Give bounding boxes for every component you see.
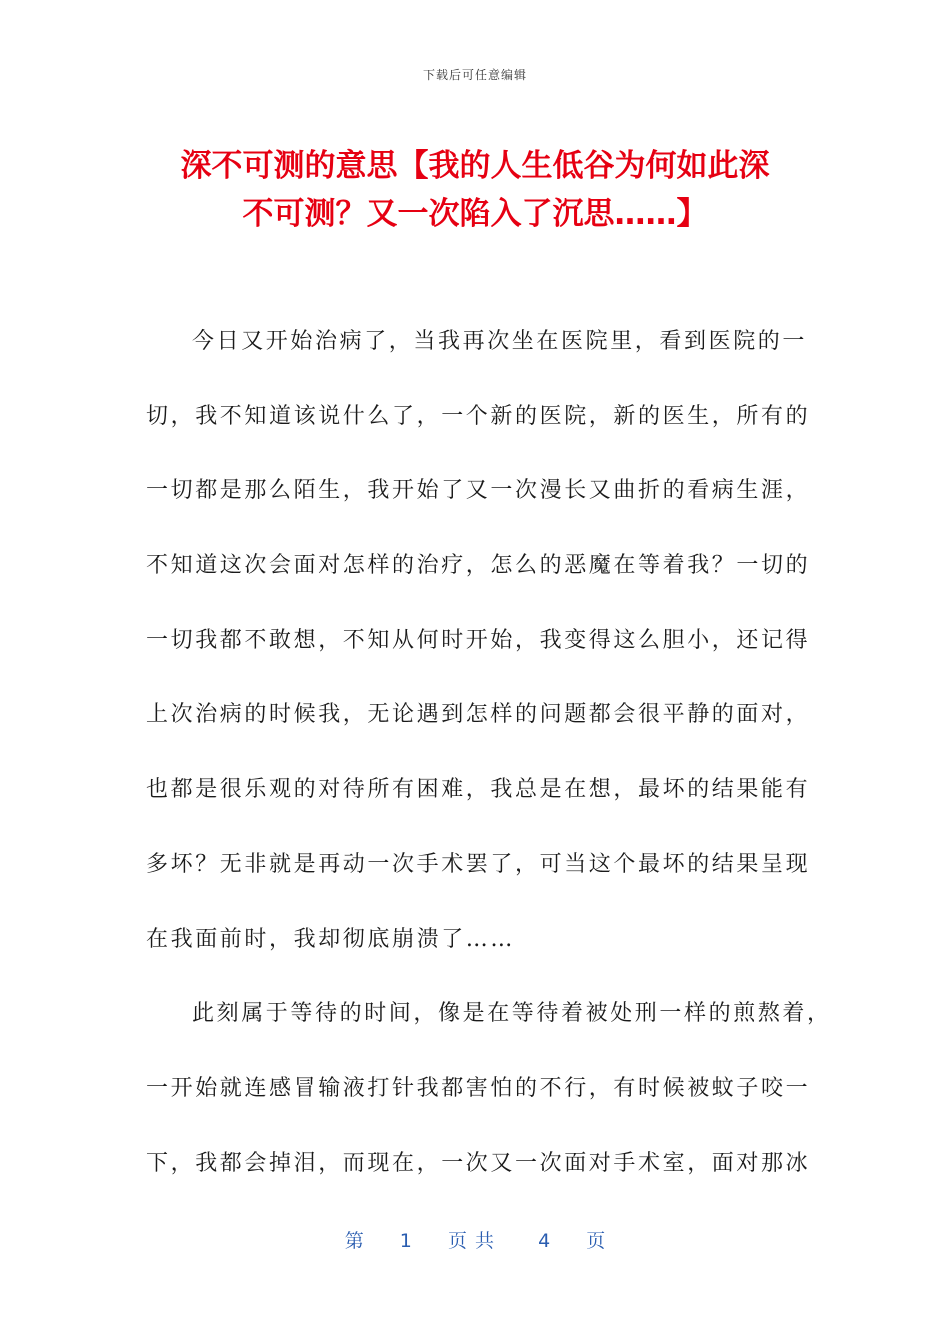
- body-line: 也都是很乐观的对待所有困难，我总是在想，最坏的结果能有: [146, 777, 811, 803]
- body-line: 在我面前时，我却彻底崩溃了……: [146, 926, 516, 952]
- title-line-2: 不可测？又一次陷入了沉思……】: [242, 196, 708, 232]
- body-line: 上次治病的时候我，无论遇到怎样的问题都会很平静的面对，: [146, 702, 811, 728]
- body-line: 多坏？无非就是再动一次手术罢了，可当这个最坏的结果呈现: [146, 851, 811, 877]
- body-line: 此刻属于等待的时间，像是在等待着被处刑一样的煎熬着，: [192, 1001, 832, 1027]
- body-line: 一切我都不敢想，不知从何时开始，我变得这么胆小，还记得: [146, 627, 811, 653]
- page-footer: [0, 1226, 950, 1253]
- body-line: 一开始就连感冒输液打针我都害怕的不行，有时候被蚊子咬一: [146, 1075, 811, 1101]
- body-line: 不知道这次会面对怎样的治疗，怎么的恶魔在等着我？一切的: [146, 553, 811, 579]
- body-text: [146, 322, 832, 1218]
- footer-current-page: 1: [399, 1230, 412, 1252]
- footer-middle: 页共: [447, 1230, 502, 1252]
- body-line: 一切都是那么陌生，我开始了又一次漫长又曲折的看病生涯，: [146, 478, 811, 504]
- document-title: [120, 142, 830, 238]
- header-note: 下载后可任意编辑: [422, 68, 527, 82]
- title-line-1: 深不可测的意思【我的人生低谷为何如此深: [180, 148, 770, 184]
- footer-total-pages: 4: [538, 1230, 551, 1252]
- footer-suffix: 页: [586, 1230, 606, 1252]
- body-line: 下，我都会掉泪，而现在，一次又一次面对手术室，面对那冰: [146, 1150, 811, 1176]
- footer-prefix: 第: [344, 1230, 364, 1252]
- body-line: 今日又开始治病了，当我再次坐在医院里，看到医院的一: [192, 329, 808, 354]
- body-line: 切，我不知道该说什么了，一个新的医院，新的医生，所有的: [146, 403, 811, 429]
